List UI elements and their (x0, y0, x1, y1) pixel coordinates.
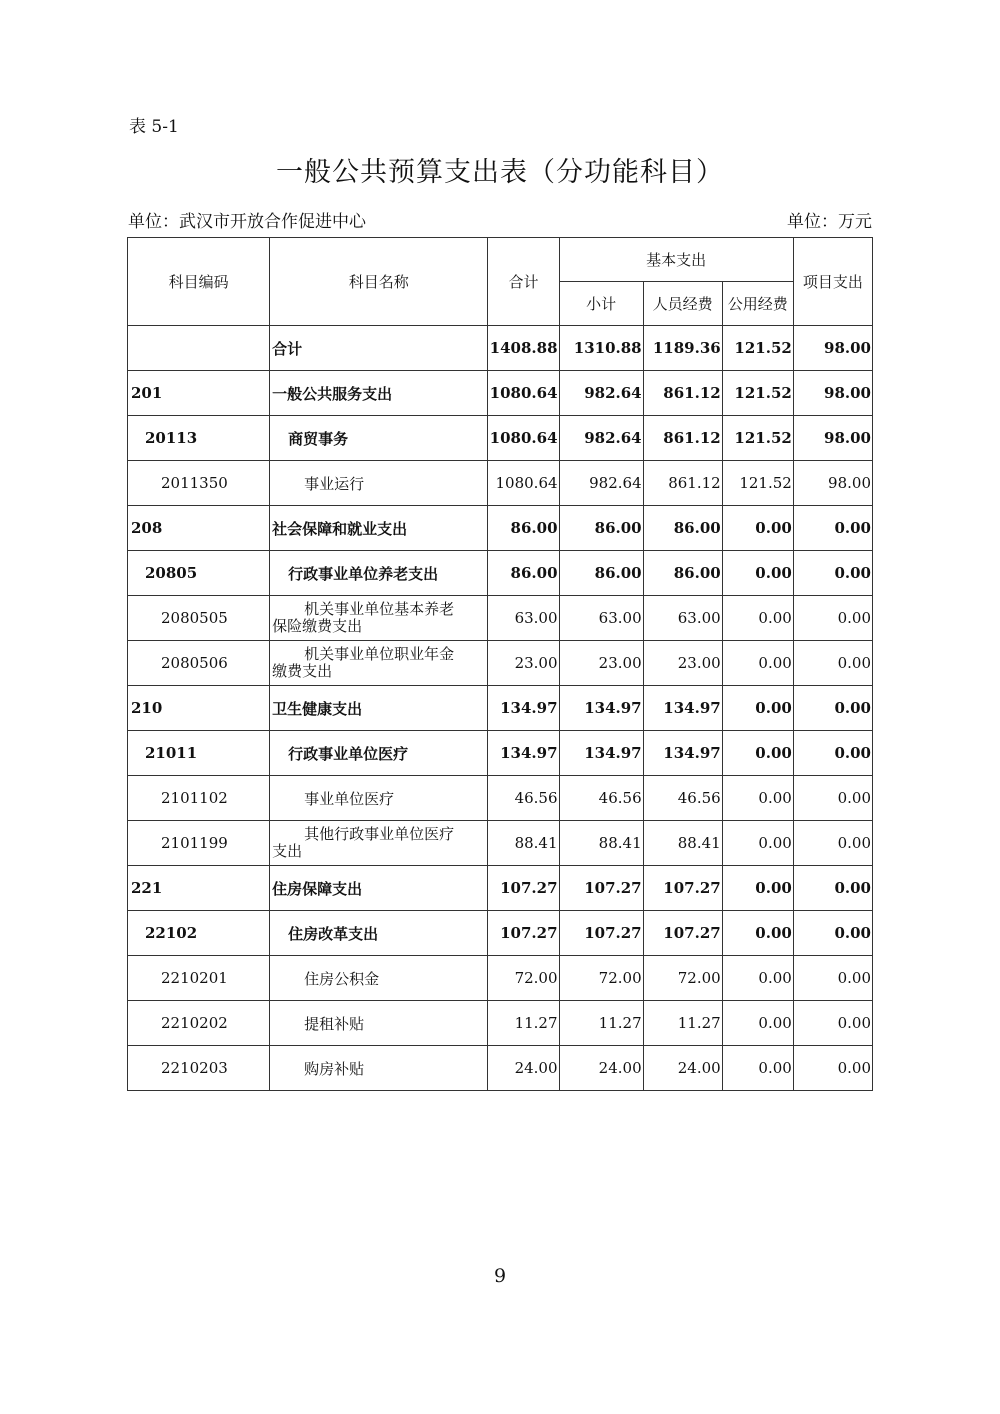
cell-code: 210 (128, 686, 270, 731)
cell-public: 0.00 (722, 641, 793, 686)
cell-total: 86.00 (488, 506, 559, 551)
cell-code: 2011350 (128, 461, 270, 506)
cell-public: 0.00 (722, 1046, 793, 1091)
header-name: 科目名称 (270, 238, 488, 326)
cell-project: 0.00 (793, 596, 872, 641)
cell-personnel: 134.97 (643, 686, 722, 731)
table-row (128, 1001, 873, 1046)
cell-subtotal: 982.64 (559, 416, 643, 461)
cell-total: 72.00 (488, 956, 559, 1001)
cell-total: 1080.64 (488, 461, 559, 506)
cell-code: 221 (128, 866, 270, 911)
cell-total: 24.00 (488, 1046, 559, 1091)
header-code: 科目编码 (128, 238, 270, 326)
table-row (128, 821, 873, 866)
cell-name-line2: 缴费支出 (272, 662, 333, 680)
cell-total: 134.97 (488, 731, 559, 776)
cell-public: 121.52 (722, 416, 793, 461)
cell-total: 63.00 (488, 596, 559, 641)
cell-project: 0.00 (793, 776, 872, 821)
cell-project: 0.00 (793, 911, 872, 956)
cell-name: 合计 (270, 326, 488, 371)
cell-project: 0.00 (793, 551, 872, 596)
cell-total: 88.41 (488, 821, 559, 866)
cell-total: 107.27 (488, 866, 559, 911)
table-row (128, 551, 873, 596)
cell-code: 2080505 (128, 596, 270, 641)
table-row (128, 1046, 873, 1091)
cell-public: 0.00 (722, 866, 793, 911)
cell-project: 0.00 (793, 866, 872, 911)
budget-table (127, 237, 873, 1091)
cell-name-line2: 支出 (272, 842, 303, 860)
cell-name: 提租补贴 (270, 1001, 488, 1046)
cell-name (270, 821, 488, 866)
cell-subtotal: 63.00 (559, 596, 643, 641)
cell-subtotal: 46.56 (559, 776, 643, 821)
table-row (128, 461, 873, 506)
cell-project: 0.00 (793, 1046, 872, 1091)
cell-public: 121.52 (722, 371, 793, 416)
cell-project: 98.00 (793, 461, 872, 506)
cell-personnel: 88.41 (643, 821, 722, 866)
table-row (128, 731, 873, 776)
table-row (128, 866, 873, 911)
cell-personnel: 86.00 (643, 551, 722, 596)
header-total: 合计 (488, 238, 559, 326)
cell-subtotal: 11.27 (559, 1001, 643, 1046)
cell-public: 0.00 (722, 956, 793, 1001)
cell-project: 0.00 (793, 506, 872, 551)
header-personnel: 人员经费 (643, 282, 722, 326)
cell-personnel: 107.27 (643, 866, 722, 911)
cell-subtotal: 1310.88 (559, 326, 643, 371)
cell-personnel: 86.00 (643, 506, 722, 551)
cell-name: 行政事业单位养老支出 (270, 551, 488, 596)
cell-code: 20805 (128, 551, 270, 596)
cell-public: 0.00 (722, 686, 793, 731)
table-row (128, 641, 873, 686)
cell-total: 46.56 (488, 776, 559, 821)
cell-total: 134.97 (488, 686, 559, 731)
cell-project: 0.00 (793, 686, 872, 731)
header-subtotal: 小计 (559, 282, 643, 326)
cell-code: 22102 (128, 911, 270, 956)
cell-subtotal: 134.97 (559, 731, 643, 776)
cell-public: 0.00 (722, 1001, 793, 1046)
table-number: 表 5-1 (129, 117, 179, 137)
cell-public: 121.52 (722, 326, 793, 371)
cell-name: 社会保障和就业支出 (270, 506, 488, 551)
cell-personnel: 1189.36 (643, 326, 722, 371)
table-row (128, 596, 873, 641)
cell-name: 事业单位医疗 (270, 776, 488, 821)
cell-name: 住房公积金 (270, 956, 488, 1001)
cell-project: 0.00 (793, 956, 872, 1001)
cell-project: 0.00 (793, 731, 872, 776)
cell-name: 卫生健康支出 (270, 686, 488, 731)
cell-name-line1: 其他行政事业单位医疗 (304, 824, 455, 843)
header-project: 项目支出 (793, 238, 872, 326)
cell-name-line1: 机关事业单位基本养老 (304, 599, 455, 618)
cell-name-line1: 机关事业单位职业年金 (304, 644, 455, 663)
cell-personnel: 134.97 (643, 731, 722, 776)
header-public: 公用经费 (722, 282, 793, 326)
table-row (128, 956, 873, 1001)
cell-subtotal: 134.97 (559, 686, 643, 731)
cell-subtotal: 86.00 (559, 506, 643, 551)
unit-currency: 单位：万元 (787, 212, 872, 232)
cell-name-line2: 保险缴费支出 (272, 617, 363, 635)
table-row (128, 371, 873, 416)
cell-code: 21011 (128, 731, 270, 776)
cell-project: 0.00 (793, 1001, 872, 1046)
cell-personnel: 63.00 (643, 596, 722, 641)
cell-name: 住房保障支出 (270, 866, 488, 911)
cell-project: 0.00 (793, 641, 872, 686)
cell-public: 0.00 (722, 551, 793, 596)
cell-code: 2101199 (128, 821, 270, 866)
cell-subtotal: 23.00 (559, 641, 643, 686)
table-row (128, 776, 873, 821)
cell-subtotal: 72.00 (559, 956, 643, 1001)
cell-code (128, 326, 270, 371)
cell-code: 208 (128, 506, 270, 551)
cell-personnel: 107.27 (643, 911, 722, 956)
cell-code: 2210203 (128, 1046, 270, 1091)
page-title: 一般公共预算支出表（分功能科目） (276, 157, 724, 188)
cell-personnel: 23.00 (643, 641, 722, 686)
cell-project: 98.00 (793, 371, 872, 416)
cell-public: 0.00 (722, 596, 793, 641)
cell-project: 0.00 (793, 821, 872, 866)
cell-public: 0.00 (722, 776, 793, 821)
cell-code: 2210202 (128, 1001, 270, 1046)
cell-name: 行政事业单位医疗 (270, 731, 488, 776)
table-row (128, 506, 873, 551)
cell-name: 购房补贴 (270, 1046, 488, 1091)
cell-personnel: 11.27 (643, 1001, 722, 1046)
cell-subtotal: 86.00 (559, 551, 643, 596)
cell-total: 1408.88 (488, 326, 559, 371)
cell-code: 201 (128, 371, 270, 416)
cell-personnel: 861.12 (643, 416, 722, 461)
table-row (128, 686, 873, 731)
cell-personnel: 72.00 (643, 956, 722, 1001)
cell-public: 0.00 (722, 821, 793, 866)
cell-name: 商贸事务 (270, 416, 488, 461)
cell-project: 98.00 (793, 326, 872, 371)
cell-name: 住房改革支出 (270, 911, 488, 956)
cell-total: 23.00 (488, 641, 559, 686)
cell-public: 121.52 (722, 461, 793, 506)
cell-name: 一般公共服务支出 (270, 371, 488, 416)
cell-subtotal: 107.27 (559, 866, 643, 911)
table-row (128, 326, 873, 371)
cell-total: 1080.64 (488, 371, 559, 416)
cell-personnel: 24.00 (643, 1046, 722, 1091)
cell-code: 2080506 (128, 641, 270, 686)
table-row (128, 416, 873, 461)
cell-public: 0.00 (722, 911, 793, 956)
cell-public: 0.00 (722, 506, 793, 551)
cell-public: 0.00 (722, 731, 793, 776)
cell-name (270, 596, 488, 641)
cell-personnel: 861.12 (643, 371, 722, 416)
cell-subtotal: 88.41 (559, 821, 643, 866)
cell-subtotal: 107.27 (559, 911, 643, 956)
page-number: 9 (493, 1265, 507, 1287)
table-row (128, 911, 873, 956)
header-basic: 基本支出 (559, 238, 793, 282)
cell-name: 事业运行 (270, 461, 488, 506)
cell-subtotal: 982.64 (559, 461, 643, 506)
cell-name (270, 641, 488, 686)
cell-subtotal: 982.64 (559, 371, 643, 416)
cell-subtotal: 24.00 (559, 1046, 643, 1091)
cell-total: 1080.64 (488, 416, 559, 461)
cell-total: 11.27 (488, 1001, 559, 1046)
cell-personnel: 861.12 (643, 461, 722, 506)
cell-code: 2210201 (128, 956, 270, 1001)
cell-code: 2101102 (128, 776, 270, 821)
cell-personnel: 46.56 (643, 776, 722, 821)
cell-total: 86.00 (488, 551, 559, 596)
cell-project: 98.00 (793, 416, 872, 461)
unit-organization: 单位：武汉市开放合作促进中心 (128, 212, 366, 232)
cell-code: 20113 (128, 416, 270, 461)
cell-total: 107.27 (488, 911, 559, 956)
